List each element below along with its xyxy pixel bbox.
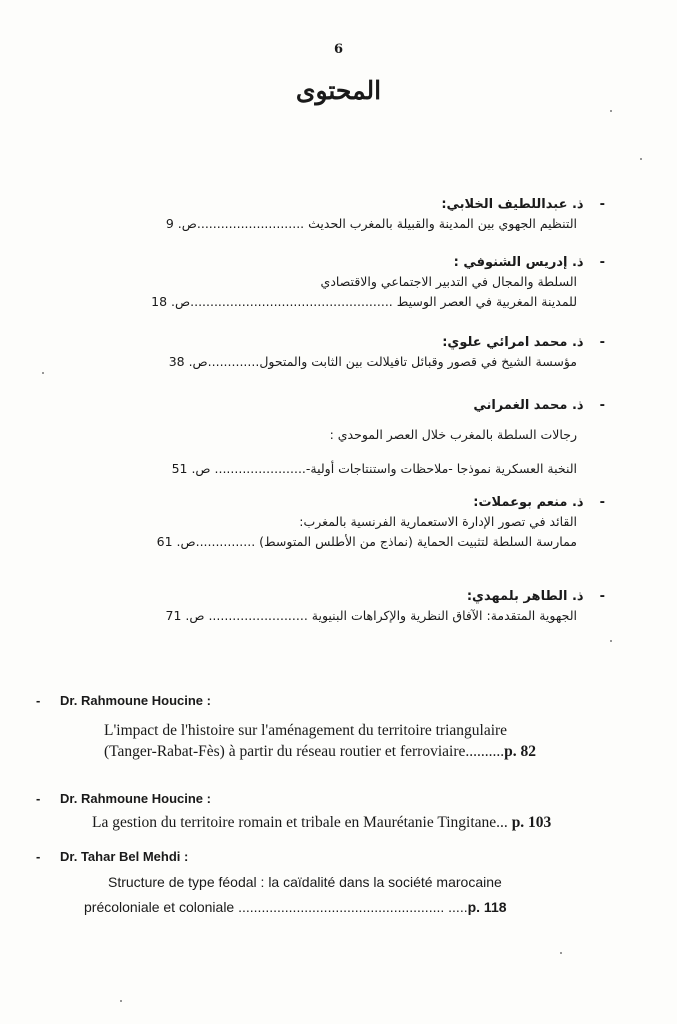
entry-line-text: Structure de type féodal : la caïdalité dans la société marocaine bbox=[108, 874, 502, 890]
entry-author bbox=[45, 254, 605, 272]
entry-line: مؤسسة الشيخ في قصور وقبائل تافيلالت بين الثابت والمتحول.............ص. 38 bbox=[168, 354, 577, 369]
entry-author-name: Dr. Rahmoune Houcine : bbox=[60, 693, 211, 708]
page-number: 6 bbox=[333, 42, 344, 57]
entry-line-text: (Tanger-Rabat-Fès) à partir du réseau routier et ferroviaire.......... bbox=[104, 743, 505, 760]
toc-entry-french-1 bbox=[36, 692, 646, 762]
entry-page: p. 103 bbox=[511, 814, 552, 831]
toc-entry-arabic-1 bbox=[45, 196, 605, 234]
entry-author bbox=[36, 692, 646, 710]
entry-author-name: Dr. Tahar Bel Mehdi : bbox=[60, 849, 189, 864]
entry-author-name: ذ. محمد امرائي علوي: bbox=[442, 335, 584, 350]
entry-author bbox=[36, 848, 646, 866]
entry-dash: - bbox=[599, 398, 605, 413]
toc-entry-arabic-4 bbox=[45, 397, 605, 479]
scan-speck bbox=[610, 640, 612, 642]
entry-line: للمدينة المغربية في العصر الوسيط ...................................................ص. 18 bbox=[151, 294, 577, 309]
entry-dash: - bbox=[36, 849, 41, 864]
entry-author bbox=[45, 196, 605, 214]
entry-dash: - bbox=[599, 197, 605, 212]
toc-entry-arabic-5 bbox=[45, 494, 605, 552]
entry-line bbox=[104, 720, 646, 741]
toc-entry-french-2 bbox=[36, 790, 646, 833]
entry-author-name: Dr. Rahmoune Houcine : bbox=[60, 791, 211, 806]
toc-entry-french-3 bbox=[36, 848, 646, 918]
entry-line bbox=[104, 741, 646, 762]
entry-line bbox=[92, 812, 646, 833]
entry-line-text: La gestion du territoire romain et tribale en Maurétanie Tingitane... bbox=[92, 814, 512, 831]
entry-line bbox=[108, 872, 646, 893]
entry-line: رجالات السلطة بالمغرب خلال العصر الموحدي : bbox=[329, 427, 577, 442]
entry-author-name: ذ. عبداللطيف الخلابي: bbox=[441, 197, 584, 212]
entry-line: التنظيم الجهوي بين المدينة والقبيلة بالمغرب الحديث ...........................ص. 9 bbox=[165, 216, 577, 231]
entry-page: p. 82 bbox=[504, 743, 537, 760]
entry-line-text: précoloniale et coloniale ..................................................... ..... bbox=[84, 899, 468, 915]
scan-speck bbox=[640, 158, 642, 160]
scan-speck bbox=[610, 110, 612, 112]
entry-author-name: ذ. إدريس الشنوفي : bbox=[453, 255, 584, 270]
entry-author-name: ذ. الطاهر بلمهدي: bbox=[466, 589, 584, 604]
entry-dash: - bbox=[599, 255, 605, 270]
entry-author-name: ذ. محمد الغمراني bbox=[473, 398, 584, 413]
entry-line: السلطة والمجال في التدبير الاجتماعي والاقتصادي bbox=[320, 274, 577, 289]
entry-author bbox=[45, 397, 605, 415]
page-title: المحتوى bbox=[295, 76, 382, 105]
entry-line: النخبة العسكرية نموذجا -ملاحظات واستنتاجات أولية-....................... ص. 51 bbox=[171, 461, 577, 476]
entry-line: القائد في تصور الإدارة الاستعمارية الفرنسية بالمغرب: bbox=[299, 514, 577, 529]
scan-speck bbox=[560, 952, 562, 954]
entry-author bbox=[36, 790, 646, 808]
toc-entry-arabic-2 bbox=[45, 254, 605, 312]
entry-author bbox=[45, 494, 605, 512]
entry-dash: - bbox=[36, 791, 41, 806]
scan-speck bbox=[120, 1000, 122, 1002]
entry-line: ممارسة السلطة لتثبيت الحماية (نماذج من الأطلس المتوسط) ...............ص. 61 bbox=[156, 534, 577, 549]
entry-dash: - bbox=[599, 335, 605, 350]
entry-dash: - bbox=[36, 693, 41, 708]
entry-page: p. 118 bbox=[467, 899, 507, 915]
entry-author bbox=[45, 334, 605, 352]
scan-speck bbox=[42, 372, 44, 374]
entry-dash: - bbox=[599, 589, 605, 604]
entry-author bbox=[45, 588, 605, 606]
entry-dash: - bbox=[599, 495, 605, 510]
entry-line-text: L'impact de l'histoire sur l'aménagement du territoire triangulaire bbox=[104, 722, 508, 739]
entry-author-name: ذ. منعم بوعملات: bbox=[473, 495, 584, 510]
entry-line bbox=[84, 897, 646, 918]
toc-entry-arabic-6 bbox=[45, 588, 605, 626]
toc-entry-arabic-3 bbox=[45, 334, 605, 372]
entry-line: الجهوية المتقدمة: الآفاق النظرية والإكراهات البنيوية ......................... ص. 71 bbox=[165, 608, 577, 623]
